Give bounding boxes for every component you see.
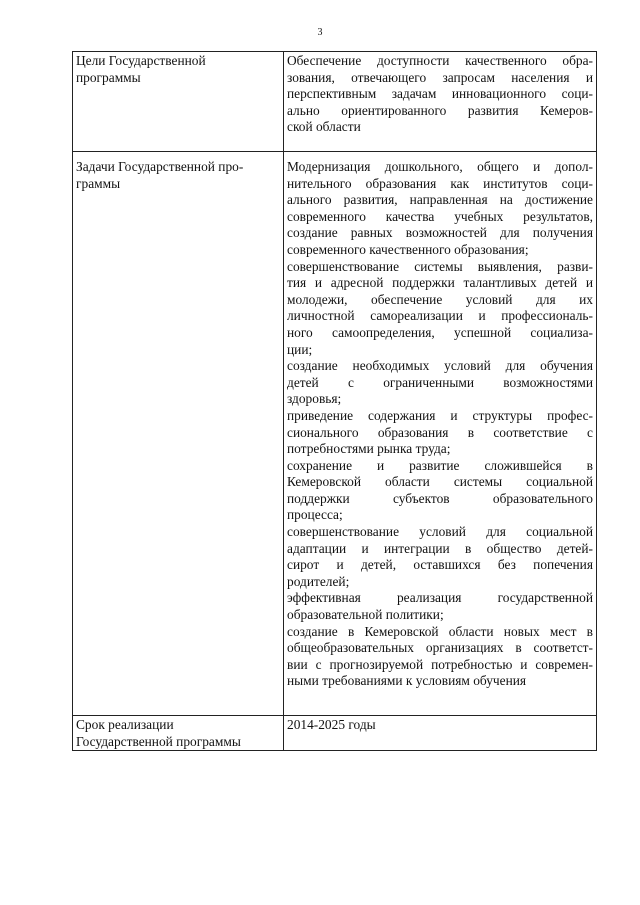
text-line: Модернизация дошкольного, общего и допол-	[287, 159, 593, 174]
term-value-cell	[284, 716, 597, 751]
text-line: личностной самореализации и профессиональ-	[287, 308, 593, 324]
text-line: родителей;	[287, 573, 350, 589]
text-line: поддержки субъектов образовательного	[287, 490, 593, 506]
tasks-label-cell	[73, 152, 284, 716]
text-line: создание в Кемеровской области новых мест в	[287, 623, 593, 639]
text-line: приведение содержания и структуры профес-	[287, 407, 593, 423]
text-line: здоровья;	[287, 391, 342, 407]
text-line: адаптации и интеграции в общество детей-	[287, 540, 593, 556]
tasks-value-cell	[284, 152, 597, 716]
goals-label-cell	[73, 52, 284, 152]
text-line: образовательной политики;	[287, 607, 444, 623]
tasks-text	[287, 159, 593, 690]
table-row-goals	[73, 52, 597, 152]
text-line: сионального образования в соответствие с	[287, 424, 593, 440]
term-label	[76, 717, 280, 750]
text-line: ально ориентированного развития Кемеров-	[287, 102, 593, 118]
text-line: вии с прогнозируемой потребностью и современ-	[287, 656, 593, 672]
text-line: совершенствование системы выявления, разви-	[287, 258, 593, 274]
text-line: создание необходимых условий для обучения	[287, 358, 593, 374]
term-value: 2014-2025 годы	[287, 717, 376, 732]
label-line: Государственной программы	[76, 733, 241, 749]
text-line: молодежи, обеспечение условий для их	[287, 291, 593, 307]
goals-label: Цели Государственной программы	[76, 53, 206, 85]
text-line: сирот и детей, оставшихся без попечения	[287, 557, 593, 573]
program-passport-table	[72, 51, 597, 751]
tasks-label	[76, 159, 280, 192]
text-line: создание равных возможностей для получения	[287, 225, 593, 241]
term-label-cell	[73, 716, 284, 751]
text-line: ции;	[287, 341, 313, 357]
text-line: ного самоопределения, успешной социализа-	[287, 324, 593, 340]
label-line: Срок реализации	[76, 717, 174, 732]
text-line: совершенствование условий для социальной	[287, 524, 593, 540]
text-line: общеобразовательных организациях в соответст-	[287, 640, 593, 656]
text-line: перспективным задачам инновационного соци-	[287, 86, 593, 102]
text-line: потребностями рынка труда;	[287, 441, 451, 457]
page-number: 3	[317, 27, 323, 38]
label-line: Задачи Государственной про-	[76, 159, 244, 174]
text-line: нительного образования как институтов соци-	[287, 175, 593, 191]
text-line: эффективная реализация государственной	[287, 590, 593, 606]
text-line: ными требованиями к условиям обучения	[287, 673, 527, 689]
text-line: детей с ограниченными возможностями	[287, 374, 593, 390]
text-line: ской области	[287, 119, 361, 135]
text-line: ального развития, направленная на достижение	[287, 192, 593, 208]
text-line: сохранение и развитие сложившейся в	[287, 457, 593, 473]
text-line: Кемеровской области системы социальной	[287, 474, 593, 490]
text-line: Обеспечение доступности качественного обра-	[287, 53, 593, 68]
text-line: современного качественного образования;	[287, 241, 529, 257]
goals-text	[287, 53, 593, 136]
table-row-tasks	[73, 152, 597, 716]
label-line: граммы	[76, 175, 121, 191]
text-line: процесса;	[287, 507, 343, 523]
text-line: современного качества учебных результатов,	[287, 208, 593, 224]
text-line: тия и адресной поддержки талантливых детей и	[287, 275, 593, 291]
goals-value-cell	[284, 52, 597, 152]
text-line: зования, отвечающего запросам населения и	[287, 69, 593, 85]
table-row-term	[73, 716, 597, 751]
